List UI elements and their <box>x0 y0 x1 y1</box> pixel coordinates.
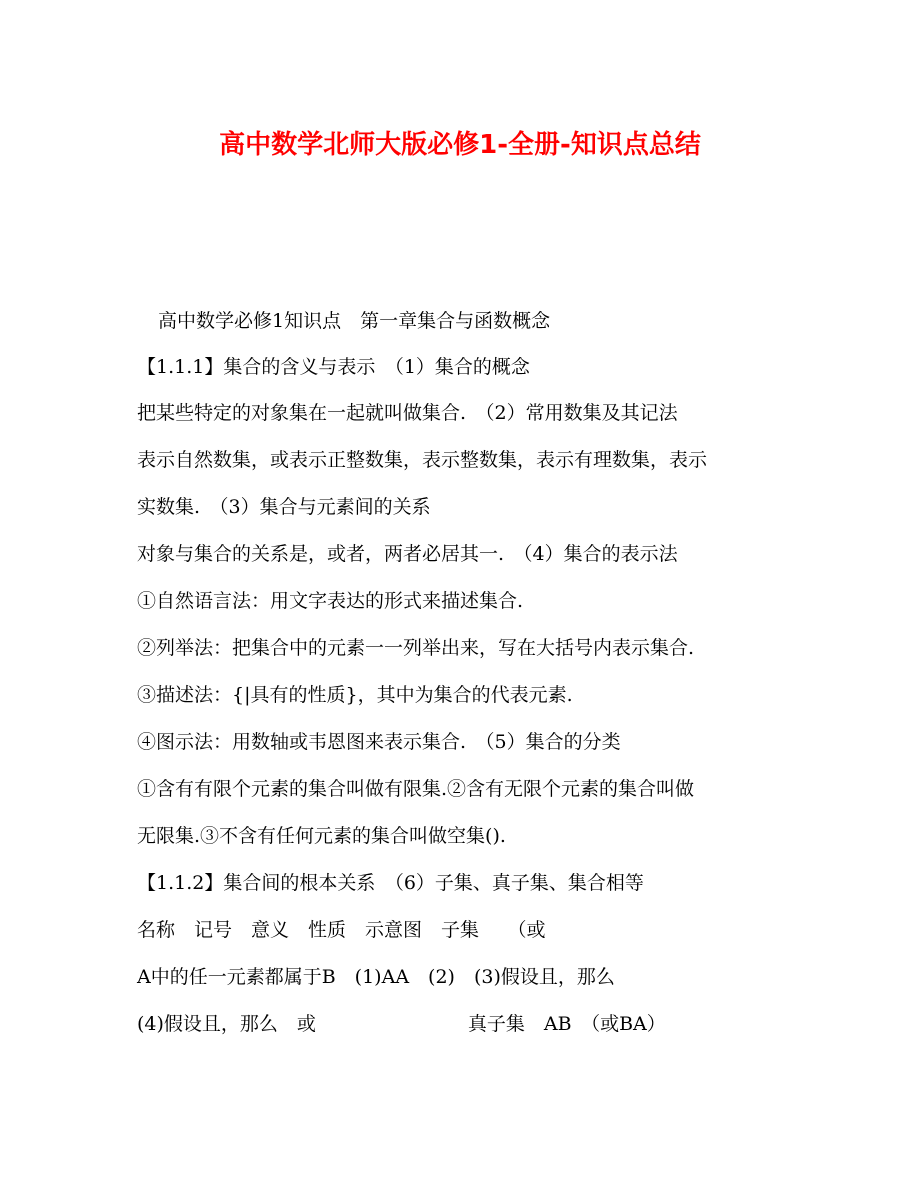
text-line: ②列举法：把集合中的元素一一列举出来，写在大括号内表示集合. <box>137 637 695 659</box>
text-line: 把某些特定的对象集在一起就叫做集合. （2）常用数集及其记法 <box>137 402 678 424</box>
text-line: 【1.1.2】集合间的根本关系 （6）子集、真子集、集合相等 <box>137 872 644 894</box>
text-line: 高中数学必修1知识点 第一章集合与函数概念 <box>158 310 551 332</box>
text-line: 无限集.③不含有任何元素的集合叫做空集(). <box>137 825 506 847</box>
text-line: (4)假设且，那么 或 真子集 AB （或BA） <box>137 1013 666 1035</box>
text-line: 对象与集合的关系是，或者，两者必居其一. （4）集合的表示法 <box>137 543 678 565</box>
text-line: ①含有有限个元素的集合叫做有限集.②含有无限个元素的集合叫做 <box>137 778 695 800</box>
document-title: 高中数学北师大版必修1-全册-知识点总结 <box>219 130 701 160</box>
text-line: ④图示法：用数轴或韦恩图来表示集合. （5）集合的分类 <box>137 731 621 753</box>
text-line: ①自然语言法：用文字表达的形式来描述集合. <box>137 590 524 612</box>
text-line: 【1.1.1】集合的含义与表示 （1）集合的概念 <box>137 356 530 378</box>
text-line: 实数集. （3）集合与元素间的关系 <box>137 496 431 518</box>
text-line: ③描述法：{|具有的性质}，其中为集合的代表元素. <box>137 684 573 706</box>
text-line: 表示自然数集，或表示正整数集，表示整数集，表示有理数集，表示 <box>137 449 708 471</box>
text-line: A中的任一元素都属于B (1)AA (2) (3)假设且，那么 <box>137 966 615 988</box>
text-line: 名称 记号 意义 性质 示意图 子集 （或 <box>137 919 546 941</box>
